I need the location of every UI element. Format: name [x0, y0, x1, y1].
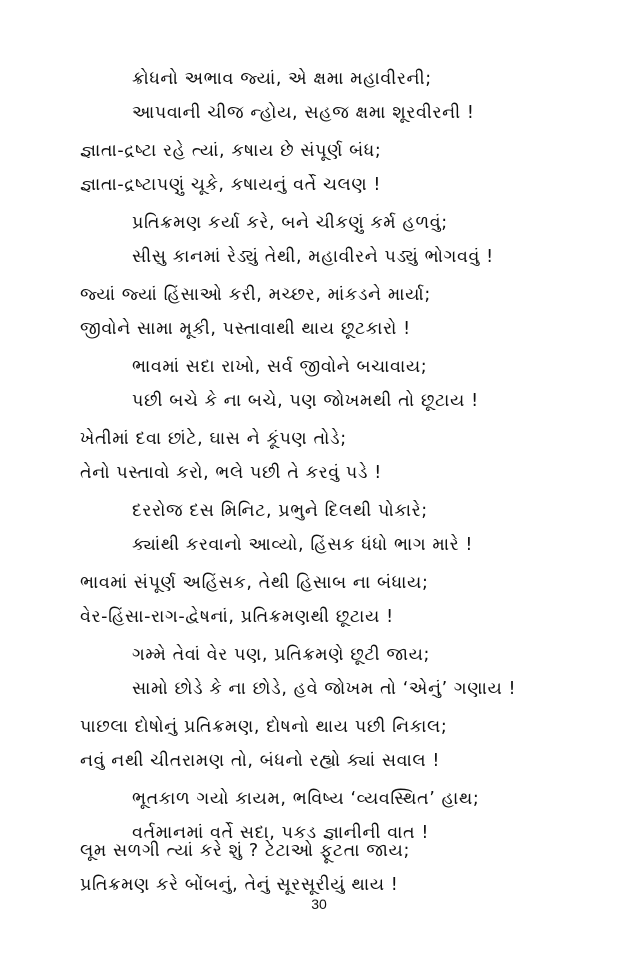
verse-line: ભાવમાં સદા રાખો, સર્વ જીવોને બચાવાય; [132, 357, 428, 377]
verse-line: નવું નથી ચીતરામણ તો, બંધનો રહ્યો ક્યાં સવાલ ! [80, 751, 441, 771]
verse-line: પ્રતિક્રમણ કર્યા કરે, બને ચીકણું કર્મ હળવું; [132, 213, 448, 233]
page-number: 30 [311, 896, 327, 912]
verse-line: ભાવમાં સંપૂર્ણ અહિંસક, તેથી હિસાબ ના બંધાય; [80, 573, 429, 593]
verse-line: પ્રતિક્રમણ કરે બોંબનું, તેનું સૂરસૂરીયું થાય ! [80, 875, 399, 895]
verse-line: જીવોને સામા મૂકી, પસ્તાવાથી થાય છૂટકારો ! [80, 319, 411, 339]
verse-line: પાછલા દોષોનું પ્રતિક્રમણ, દોષનો થાય પછી નિકાલ; [80, 717, 448, 737]
verse-line: ગમ્મે તેવાં વેર પણ, પ્રતિક્રમણે છૂટી જાય; [132, 645, 431, 665]
verse-line: પછી બચે કે ના બચે, પણ જોખમથી તો છૂટાય ! [132, 391, 479, 411]
verse-line: સામો છોડે કે ના છોડે, હવે જોખમ તો ‘એનું’ ગણાય ! [132, 679, 517, 699]
verse-line: જ્ઞાતા-દ્રષ્ટાપણું ચૂકે, કષાયનું વર્તે ચલણ ! [80, 175, 382, 195]
verse-line: દરરોજ દસ મિનિટ, પ્રભુને દિલથી પોકારે; [132, 501, 428, 521]
verse-line: લૂમ સળગી ત્યાં કરે શું ? ટેટાઓ ફૂટતા જાય; [80, 841, 410, 861]
verse-line: ભૂતકાળ ગયો કાયમ, ભવિષ્ય ‘વ્યવસ્થિત’ હાથ; [132, 789, 480, 809]
verse-line: ખેતીમાં દવા છાંટે, ઘાસ ને કૂંપણ તોડે; [80, 429, 347, 449]
verse-line: ક્રોધનો અભાવ જ્યાં, એ ક્ષમા મહાવીરની; [132, 69, 432, 89]
verse-line: વેર-હિંસા-રાગ-દ્વેષનાં, પ્રતિક્રમણથી છૂટાય ! [80, 607, 394, 627]
verse-line: સીસુ કાનમાં રેડ્યું તેથી, મહાવીરને પડ્યું ભોગવવું ! [132, 247, 494, 267]
verse-line: જ્ઞાતા-દ્રષ્ટા રહે ત્યાં, કષાય છે સંપૂર્ણ બંધ; [80, 141, 382, 161]
verse-line: ક્યાંથી કરવાનો આવ્યો, હિંસક ધંધો ભાગ મારે ! [132, 535, 474, 555]
verse-line: વર્તમાનમાં વર્તે સદા, પકડ જ્ઞાનીની વાત ! [132, 823, 430, 843]
verse-line: આપવાની ચીજ ન્હોય, સહજ ક્ષમા શૂરવીરની ! [132, 103, 475, 123]
verse-line: જ્યાં જ્યાં હિંસાઓ કરી, મચ્છર, માંકડને માર્યા; [80, 285, 431, 305]
verse-line: તેનો પસ્તાવો કરો, ભલે પછી તે કરવું પડે ! [80, 463, 382, 483]
